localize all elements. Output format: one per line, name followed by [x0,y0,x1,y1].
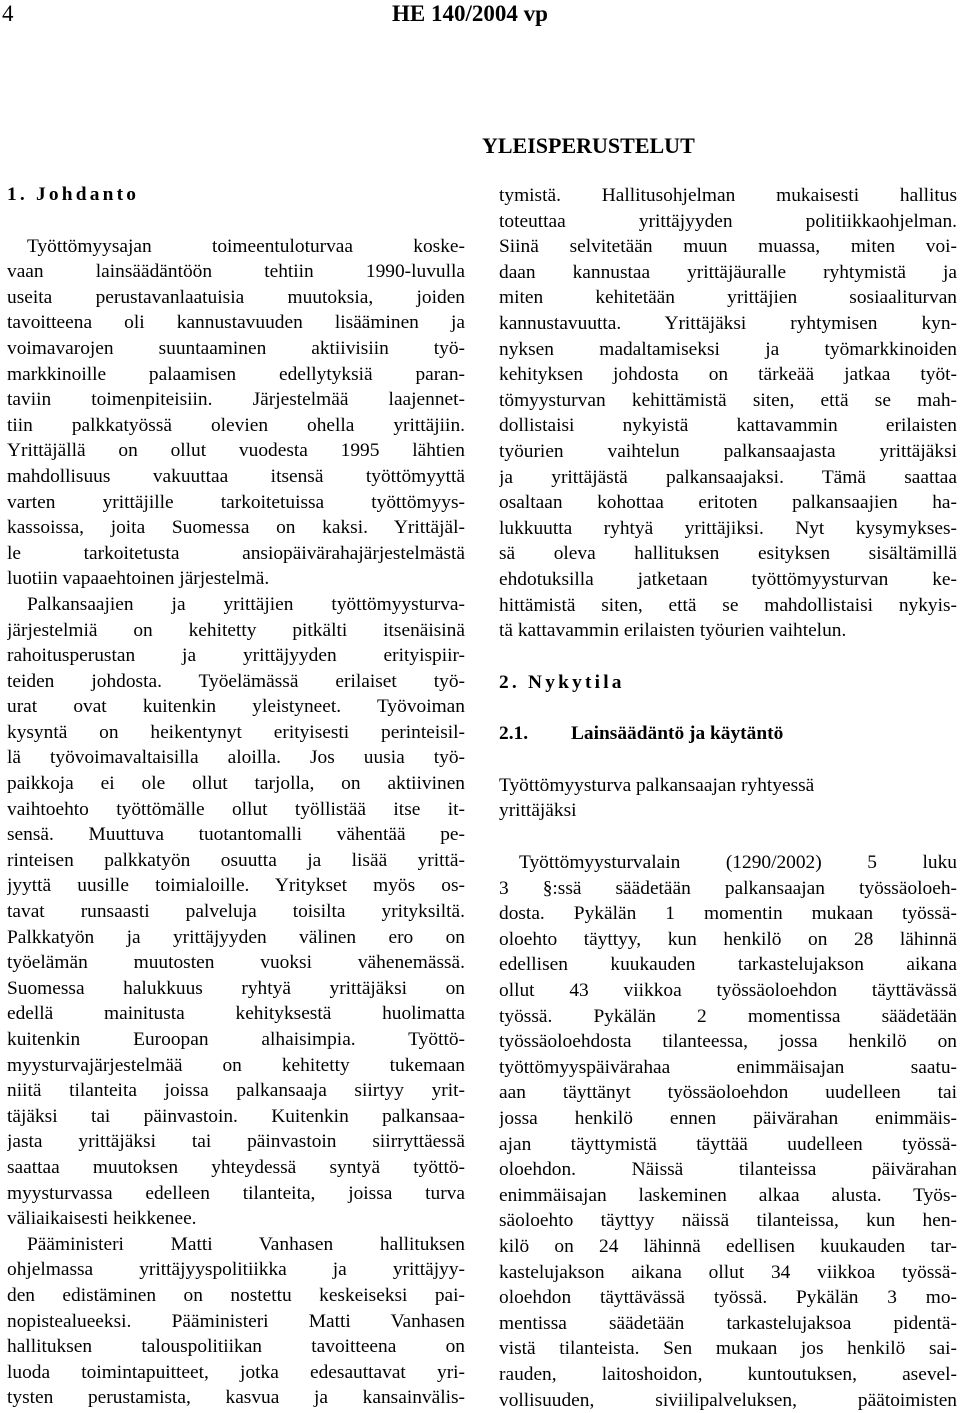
subheading-title: Lainsäädäntö ja käytäntö [571,723,784,745]
text-line: osaltaan kohottaa eritoten palkansaajien ha- [499,492,957,514]
paragraph [7,1232,465,1411]
paragraph [7,234,465,592]
text-line: saattaa muutoksen yhteydessä syntyä työttö- [7,1156,465,1178]
text-line: jasta yrittäjäksi tai päinvastoin siirryttäessä [7,1131,465,1153]
text-line: myysturvassa edelleen tilanteita, joissa turva [7,1182,465,1204]
text-line: kysyntä on heikentynyt erityisesti perinteisil- [7,721,465,743]
text-line: työurien vaihtelun palkansaajasta yrittäjäksi [499,440,957,462]
text-line: miten kehitetään yrittäjien sosiaaliturvan [499,287,957,309]
text-line: Siinä selvitetään muun muassa, miten voi- [499,236,957,258]
text-line: Työttömyysajan toimeentuloturvaa koske- [27,235,465,257]
text-line: useita perustavanlaatuisia muutoksia, joiden [7,286,465,308]
text-line: kehityksen johdosta on tärkeää jatkaa työt- [499,364,957,386]
text-line: ohjelmassa yrittäjyyspolitiikka ja yrittäjyy- [7,1259,465,1281]
text-line: tymistä. Hallitusohjelman mukaisesti hallitus [499,185,957,206]
text-line: toteuttaa yrittäjyyden politiikkaohjelman. [499,210,957,232]
text-line: jossa henkilö ennen päivärahan enimmäis- [499,1108,957,1129]
text-line: edellisen kuukauden tarkastelujakson aikana [499,954,957,976]
text-line: luoda toimintapuitteet, jotka edesauttavat yri- [7,1361,465,1383]
text-line: täjäksi tai päinvastoin. Kuitenkin palkansaa- [7,1105,465,1127]
text-line: nyksen madaltamiseksi ja työmarkkinoiden [499,338,957,360]
text-line: niitä tilanteita joissa palkansaaja siirtyy yrit- [7,1080,465,1102]
right-column [499,183,957,1413]
subheading-number: 2.1. [499,723,529,745]
text-line: mentissa säädetään tarkastelujaksoa pidentä- [499,1312,957,1334]
text-line: Yrittäjällä on ollut vuodesta 1995 lähtien [7,440,465,462]
text-line: Työttömyysturvalain (1290/2002) 5 luku [519,852,957,874]
text-line: kassoissa, joita Suomessa on kaksi. Yrittäjäl- [7,517,465,539]
text-line: oloehto täyttyy, kun henkilö on 28 lähinnä [499,928,957,950]
text-line: voimavarojen suuntaaminen aktiivisiin työ- [7,337,465,359]
text-line: lukkuutta ryhtyä yrittäjiksi. Nyt kysymykses- [499,517,957,539]
text-line: myysturvajärjestelmää on kehitetty tukemaan [7,1054,465,1076]
page-number: 4 [2,1,14,26]
text-line: työttömyyspäivärahaa enimmäisajan saatu- [499,1056,957,1078]
text-line: kilö on 24 lähinnä edellisen kuukauden tar- [499,1235,957,1257]
text-line: taviin toimenpiteisiin. Järjestelmää laajennet- [7,389,465,411]
text-line: sensä. Muuttuva tuotantomalli vähentää pe- [7,824,465,846]
text-line: järjestelmiä on kehitetty pitkälti itsenäisinä [7,619,465,641]
heading-line: yrittäjäksi [499,800,577,822]
text-line: enimmäisajan laskeminen alkaa alusta. Työs- [499,1184,957,1206]
text-line: luotiin vapaaehtoinen järjestelmä. [7,568,270,590]
text-line: den edistäminen on nostettu keskeiseksi pai- [7,1284,465,1306]
heading-line: Työttömyysturva palkansaajan ryhtyessä [499,774,815,796]
text-line: Palkkatyön ja yrittäjyyden välinen ero on [7,926,465,948]
text-line: tavat runsaasti palveluja toisilta yrityksiltä. [7,901,465,923]
text-line: säoloehto täyttyy näissä tilanteissa, kun hen- [499,1210,957,1232]
heading-johdanto: 1. Johdanto [7,184,140,205]
text-line: paikkoja ei ole ollut tarjolla, on aktiivinen [7,773,465,795]
text-line: tavoitteena oli kannustavuuden lisääminen ja [7,312,465,334]
text-line: ehdotuksilla jatketaan työttömyysturvan ke- [499,568,957,590]
italic-heading [499,773,957,824]
text-line: työssäoloehdosta tilanteessa, jossa henkilö on [499,1031,957,1053]
text-line: 3 §:ssä säädetään palkansaajan työssäoloeh- [499,877,957,899]
text-line: hittämistä siten, että se mahdollistaisi nykyis- [499,594,957,616]
text-line: teiden johdosta. Työelämässä erilaiset työ- [7,670,465,692]
text-line: oloehdon. Näissä tilanteissa päivärahan [499,1159,957,1181]
text-line: tiin palkkatyössä olevien ohella yrittäjiin. [7,414,465,436]
text-line: markkinoille palaamisen edellytyksiä paran- [7,363,465,385]
left-column [7,182,465,1411]
text-line: urat ovat kuitenkin yleistyneet. Työvoiman [7,696,465,718]
text-line: tömyysturvan kehittämistä siten, että se mah- [499,389,957,411]
text-line: työelämän muutosten vuoksi vähenemässä. [7,952,465,974]
text-line: vistä tilanteista. Sen mukaan jos henkilö sai- [499,1338,957,1360]
text-line: nopistealueeksi. Pääministeri Matti Vanhasen [7,1310,465,1332]
text-line: tysten perustamista, kasvua ja kansainvälis- [7,1387,465,1409]
text-line: edellä mainitusta kehityksestä huolimatta [7,1003,465,1025]
subheading-lainsaadanto [499,721,957,747]
text-line: tä kattavammin erilaisten työurien vaihtelun. [499,620,847,642]
text-line: rahoitusperustan ja yrittäjyyden erityispiir- [7,645,465,667]
text-line: Palkansaajien ja yrittäjien työttömyysturva- [27,593,465,615]
text-line: le tarkoitetusta ansiopäivärahajärjestelmästä [7,542,465,564]
text-line: oloehdon täyttävässä työssä. Pykälän 3 mo- [499,1287,957,1309]
text-line: ajan täyttymistä täyttää uudelleen työssä- [499,1133,957,1155]
paragraph [7,592,465,1232]
text-line: varten yrittäjille tarkoitetuissa työttömyys- [7,491,465,513]
text-line: dosta. Pykälän 1 momentin mukaan työssä- [499,903,957,925]
text-line: mahdollisuus vakuuttaa itsensä työttömyyttä [7,465,465,487]
text-line: kuitenkin Euroopan alhaisimpia. Työttö- [7,1029,465,1050]
text-line: väliaikaisesti heikkenee. [7,1208,197,1230]
text-line: kastelujakson aikana ollut 34 viikkoa työssä- [499,1261,957,1283]
text-line: hallituksen talouspolitiikan tavoitteena on [7,1336,465,1358]
section-title: YLEISPERUSTELUT [482,133,695,158]
text-line: ollut 43 viikkoa työssäoloehdon täyttävässä [499,980,957,1002]
text-line: vollisuuden, siviilipalveluksen, päätoimisten [499,1389,957,1411]
text-line: jyyttä uusille toimialoille. Yritykset myös os- [7,875,465,897]
text-line: Pääministeri Matti Vanhasen hallituksen [27,1233,465,1255]
text-line: rauden, laitoshoidon, kuntoutuksen, asevel- [499,1363,957,1385]
text-line: ja yrittäjästä palkansaajaksi. Tämä saattaa [499,466,957,488]
text-line: dollistaisi nykyistä kattavammin erilaisten [499,415,957,437]
text-line: vaihtoehto työttömälle ollut työllistää itse it- [7,798,465,820]
text-line: rinteisen palkkatyön osuutta ja lisää yrittä- [7,849,465,871]
text-line: daan kannustaa yrittäjäuralle ryhtymistä ja [499,261,957,283]
text-line: kannustavuutta. Yrittäjäksi ryhtymisen kyn- [499,312,957,334]
document-id: HE 140/2004 vp [392,1,548,26]
heading-nykytila: 2. Nykytila [499,671,625,693]
text-line: aan täyttänyt työssäoloehdon uudelleen tai [499,1082,957,1104]
paragraph [499,850,957,1413]
text-line: lä työvoimavaltaisilla aloilla. Jos uusia työ- [7,747,465,769]
text-line: Suomessa halukkuus ryhtyä yrittäjäksi on [7,977,465,999]
text-line: vaan lainsäädäntöön tehtiin 1990-luvulla [7,261,465,283]
text-line: työssä. Pykälän 2 momentissa säädetään [499,1005,957,1027]
text-line: sä oleva hallituksen esityksen sisältämillä [499,543,957,565]
